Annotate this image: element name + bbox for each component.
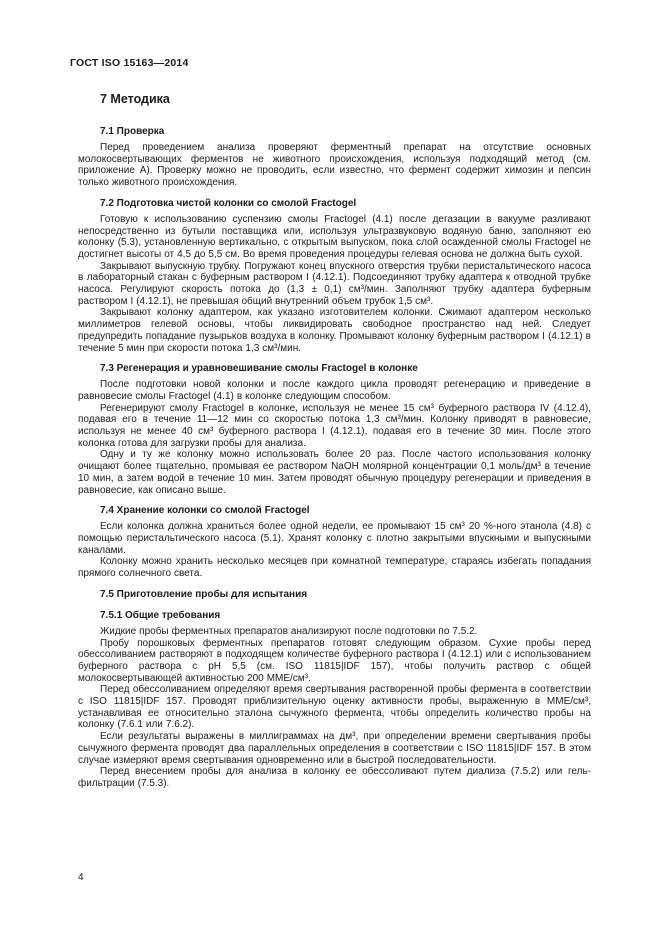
paragraph-7-3-1: После подготовки новой колонки и после каждого цикла проводят регенерацию и приведение в равновесие смолы Fractogel (4.1) в колонке следующим способом. xyxy=(78,379,591,402)
page-header xyxy=(70,57,189,69)
document-content xyxy=(78,92,591,790)
paragraph-7-4-2: Колонку можно хранить несколько месяцев при комнатной температуре, стараясь избегать попадания прямого солнечного света. xyxy=(78,556,591,580)
paragraph-7-5-1-5: Перед внесением пробы для анализа в колонку ее обессоливают путем диализа (7.5.2) или гель-фильтрации (7.5.3). xyxy=(78,766,591,789)
paragraph-7-5-1-2: Пробу порошковых ферментных препаратов готовят следующим образом. Сухие пробы перед обессоливанием растворяют в подходящем количестве буферного раствора I (4.12.1) или с использованием буферного раствора с pH 5,5 (см. ISO 11815|IDF 157), чтобы получить раствор с общей молокосвертывающей активностью 200 ММЕ/см³. xyxy=(78,637,591,684)
subsection-heading-7-1: 7.1 Проверка xyxy=(100,126,165,137)
document-id: ГОСТ ISO 15163—2014 xyxy=(70,57,189,69)
subsection-heading-7-4: 7.4 Хранение колонки со смолой Fractogel xyxy=(100,505,310,517)
subsection-heading-7-5-1: 7.5.1 Общие требования xyxy=(100,609,221,621)
paragraph-7-1-1: Перед проведением анализа проверяют ферментный препарат на отсутствие основных молокосвертывающих ферментов не животного происхождения, используя подходящий метод (см. приложение А). Проверку можно не проводить, если известно, что фермент содержит химозин и пепсин только животного происхождения. xyxy=(78,142,591,189)
section-heading-7: 7 Методика xyxy=(100,92,170,106)
paragraph-7-3-2: Регенерируют смолу Fractogel в колонке, используя не менее 15 см³ буферного раствора IV (4.12.4), подавая его в течение 11—12 мин со скоростью потока 1,3 см³/мин. Колонку приводят в равновесие, используя не менее 40 см³ буферного раствора I (4.12.1), подавая его в течение 30 мин. После этого колонка готова для загрузки пробы для анализа. xyxy=(78,402,591,449)
paragraph-7-5-1-3: Перед обессоливанием определяют время свертывания растворенной пробы фермента в соответствии с ISO 11815|IDF 157. Проводят приблизительную оценку активности пробы, выраженную в ММЕ/см³, устанавливая ее относительно эталона сычужного фермента, чтобы определить количество пробы на колонку (7.6.1 или 7.6.2). xyxy=(78,684,591,731)
paragraph-7-3-3: Одну и ту же колонку можно использовать более 20 раз. После частого использования колонку очищают более тщательно, промывая ее раствором NaOH молярной концентрации 0,1 моль/дм³ в течение 10 мин, а затем водой в течение 10 мин. Затем проводят обычную процедуру регенерации и приведения в равновесие, как описано выше. xyxy=(78,449,591,496)
paragraph-7-4-1: Если колонка должна храниться более одной недели, ее промывают 15 см³ 20 %-ного этанола (4.8) с помощью перистальтического насоса (5.1). Хранят колонку с плотно закрытыми впускными и выпускными каналами. xyxy=(78,521,591,556)
paragraph-7-2-3: Закрывают колонку адаптером, как указано изготовителем колонки. Сжимают адаптером несколько миллиметров гелевой основы, чтобы ликвидировать свободное пространство над ней. Следует предупредить попадание пузырьков воздуха в колонку. Промывают колонку буферным раствором I (4.12.1) в течение 5 мин при скорости потока 1,3 см³/мин. xyxy=(78,307,591,354)
page-number: 4 xyxy=(78,872,84,883)
paragraph-7-2-1: Готовую к использованию суспензию смолы Fractogel (4.1) после дегазации в вакууме разливают непосредственно из бутыли поставщика или, используя ультразвуковую водяную баню, заполняют ею колонку (5.3), установленную вертикально, с открытым выпуском, пока слой осажденной смолы Fractogel не достигнет высоты от 4,5 до 5,5 см. Во время проведения процедуры гелевая основа не должна быть сухой. xyxy=(78,213,591,260)
subsection-heading-7-2: 7.2 Подготовка чистой колонки со смолой Fractogel xyxy=(100,197,357,209)
page-footer xyxy=(78,872,84,883)
subsection-heading-7-5: 7.5 Приготовление пробы для испытания xyxy=(100,588,308,600)
paragraph-7-5-1-1: Жидкие пробы ферментных препаратов анализируют после подготовки по 7.5.2. xyxy=(100,625,478,637)
subsection-heading-7-3: 7.3 Регенерация и уравновешивание смолы Fractogel в колонке xyxy=(100,363,418,375)
paragraph-7-2-2: Закрывают выпускную трубку. Погружают конец впускного отверстия трубки перистальтического насоса в лабораторный стакан с буферным раствором I (4.12.1). Подсоединяют трубку адаптера к отводной трубке насоса. Регулируют скорость потока до (1,3 ± 0,1) см³/мин. Заполняют трубку адаптера буферным раствором I (4.12.1), не превышая общий внутренний объем трубок 1,5 см³. xyxy=(78,260,591,307)
paragraph-7-5-1-4: Если результаты выражены в миллиграммах на дм³, при определении времени свертывания пробы сычужного фермента проводят два параллельных определения в соответствии с ISO 11815|IDF 157. В этом случае измеряют время свертывания одновременно или в быстрой последовательности. xyxy=(78,731,591,766)
